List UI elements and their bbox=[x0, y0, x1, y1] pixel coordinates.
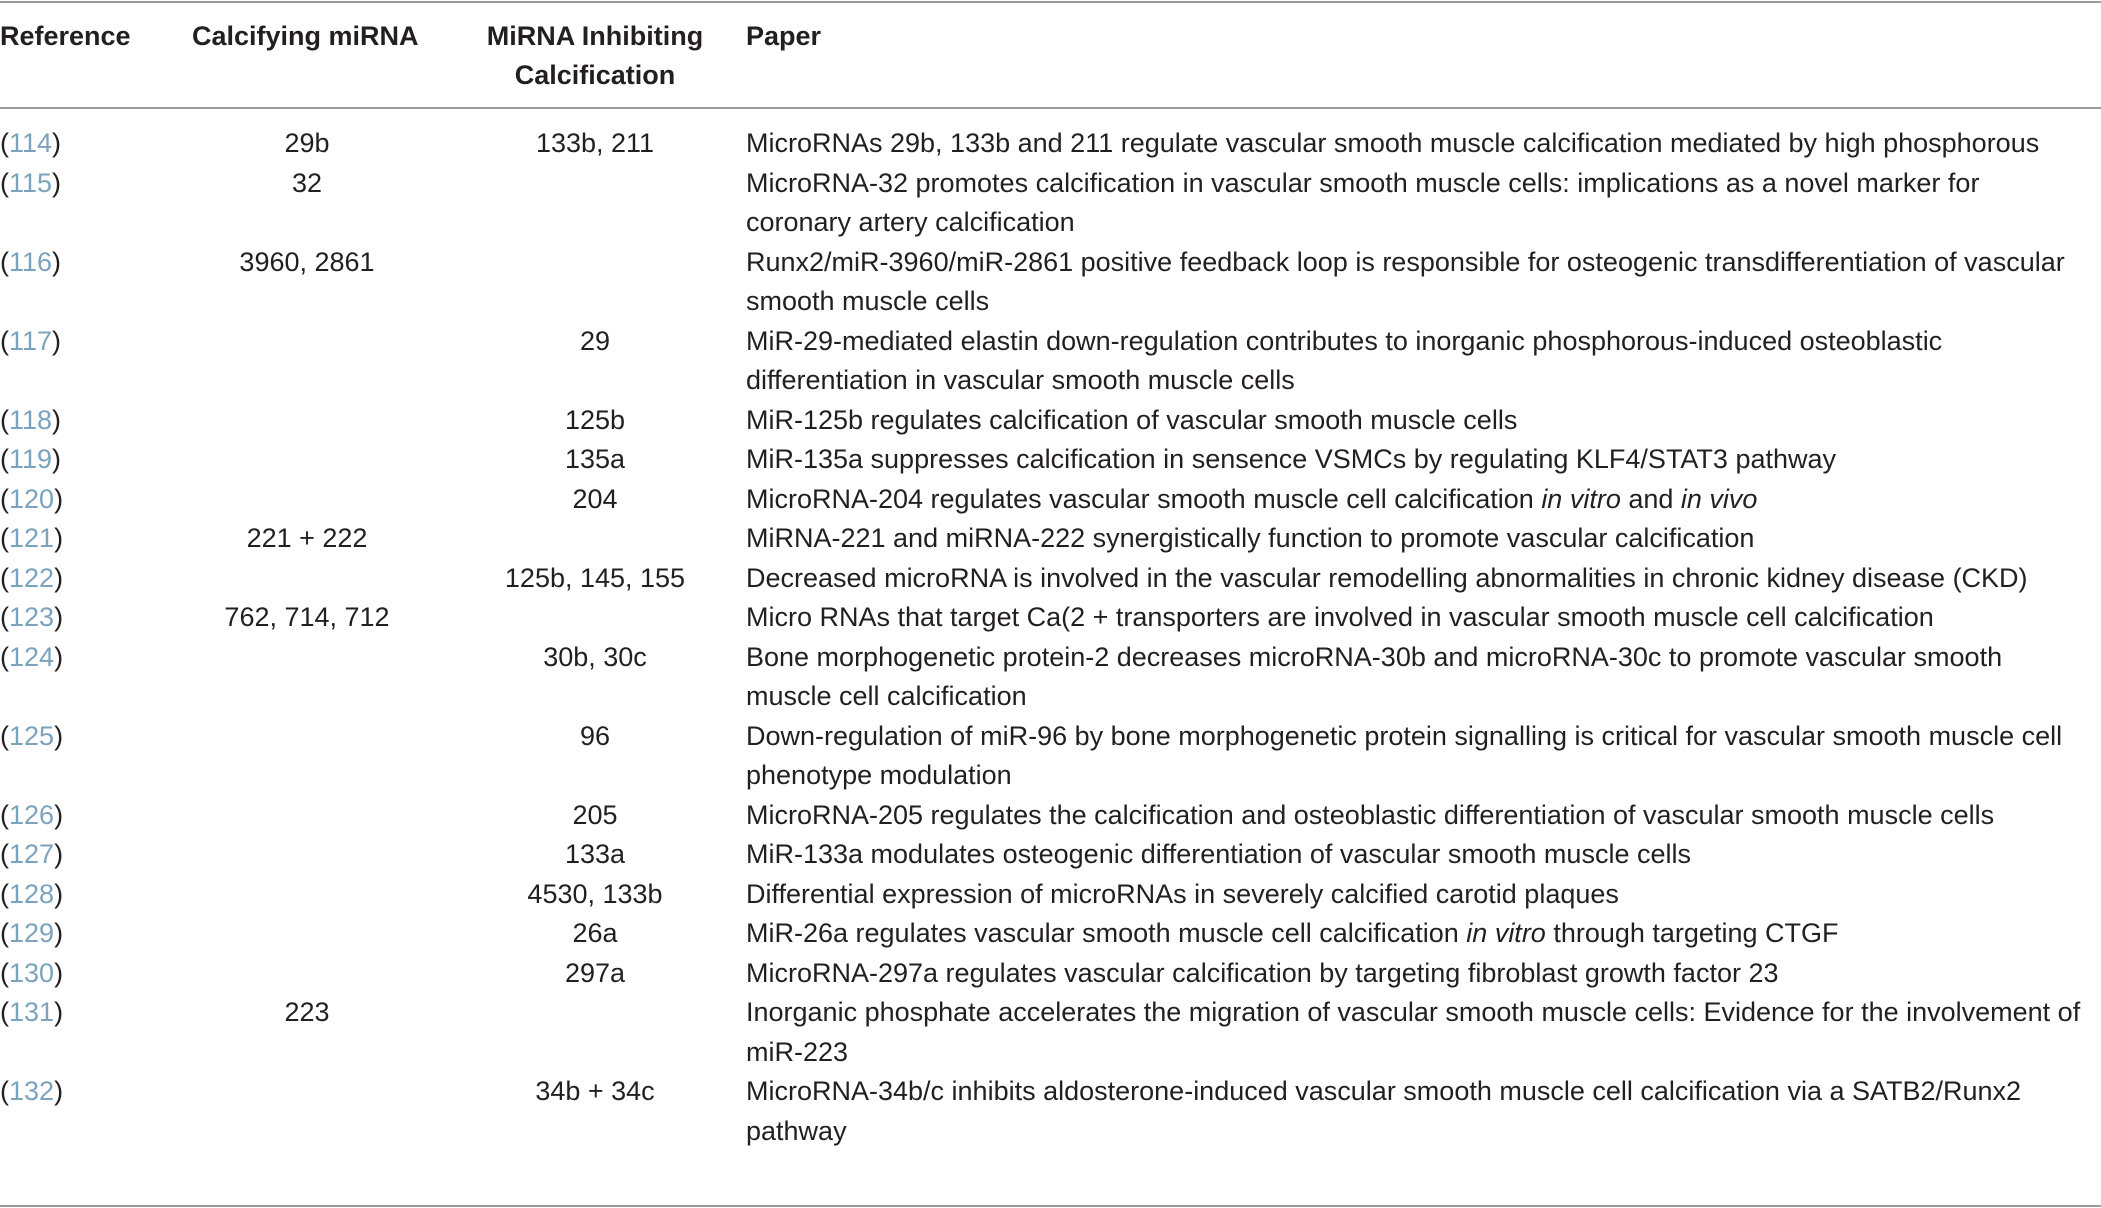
reference-cell: (125) bbox=[0, 720, 64, 751]
reference-cell: (127) bbox=[0, 839, 64, 869]
paper-title-cell: MiR-29-mediated elastin down-regulation contributes to inorganic phosphorous-induced osteoblastic differentiation in vascular smooth muscle cells bbox=[746, 325, 1943, 395]
paper-title-cell: Decreased microRNA is involved in the vascular remodelling abnormalities in chronic kidney disease (CKD) bbox=[746, 562, 2028, 593]
reference-cell: (126) bbox=[0, 799, 64, 830]
reference-link[interactable]: 116 bbox=[9, 246, 53, 277]
table-row bbox=[0, 480, 2101, 520]
reference-link[interactable]: 127 bbox=[9, 839, 55, 869]
inhibiting-mirna-cell: 135a bbox=[564, 444, 626, 474]
table-row bbox=[0, 717, 2101, 796]
header-calcifying-mirna: Calcifying miRNA bbox=[192, 21, 419, 51]
reference-cell: (130) bbox=[0, 957, 64, 988]
table-row bbox=[0, 598, 2101, 638]
paper-title-text: MiR-26a regulates vascular smooth muscle cell calcification bbox=[746, 918, 1467, 948]
table-body bbox=[0, 124, 2101, 1151]
reference-link[interactable]: 115 bbox=[9, 167, 53, 198]
inhibiting-mirna-cell: 204 bbox=[572, 483, 618, 514]
reference-cell: (132) bbox=[0, 1076, 64, 1106]
reference-link[interactable]: 129 bbox=[9, 918, 55, 948]
reference-cell: (124) bbox=[0, 641, 64, 672]
calcifying-mirna-cell: 32 bbox=[291, 167, 323, 198]
table-row bbox=[0, 835, 2101, 875]
calcifying-mirna-cell: 762, 714, 712 bbox=[224, 602, 390, 632]
reference-cell: (115) bbox=[0, 167, 62, 198]
reference-link[interactable]: 131 bbox=[9, 997, 55, 1027]
reference-cell: (116) bbox=[0, 246, 62, 277]
reference-link[interactable]: 118 bbox=[9, 404, 53, 435]
table-row bbox=[0, 440, 2101, 480]
table-row bbox=[0, 519, 2101, 559]
table-bottom-rule bbox=[0, 1205, 2101, 1207]
inhibiting-mirna-cell: 29 bbox=[579, 325, 611, 356]
reference-link[interactable]: 125 bbox=[9, 720, 55, 751]
reference-link[interactable]: 130 bbox=[9, 957, 55, 988]
reference-link[interactable]: 114 bbox=[9, 128, 53, 158]
italic-term: in vivo bbox=[1680, 483, 1758, 514]
reference-link[interactable]: 119 bbox=[9, 444, 53, 474]
table-row bbox=[0, 914, 2101, 954]
italic-term: in vitro bbox=[1466, 918, 1546, 948]
paper-title-text: and bbox=[1620, 483, 1681, 514]
table-row bbox=[0, 875, 2101, 915]
paper-title-cell: MicroRNAs 29b, 133b and 211 regulate vascular smooth muscle calcification mediated by high phosphorous bbox=[746, 128, 2040, 158]
paper-title-cell: MicroRNA-32 promotes calcification in vascular smooth muscle cells: implications as a novel marker for coronary artery calcification bbox=[746, 167, 1980, 237]
reference-cell: (123) bbox=[0, 602, 64, 632]
table-row bbox=[0, 164, 2101, 243]
paper-title-cell: Down-regulation of miR-96 by bone morphogenetic protein signalling is critical for vascular smooth muscle cell phenotype modulation bbox=[746, 720, 2063, 790]
italic-term: in vitro bbox=[1541, 483, 1621, 514]
reference-cell: (118) bbox=[0, 404, 62, 435]
table-header bbox=[0, 0, 2101, 107]
paper-title-cell: MicroRNA-205 regulates the calcification and osteoblastic differentiation of vascular smooth muscle cells bbox=[746, 799, 1995, 830]
paper-title-cell: MiR-135a suppresses calcification in sensence VSMCs by regulating KLF4/STAT3 pathway bbox=[746, 444, 1837, 474]
header-paper: Paper bbox=[746, 21, 822, 51]
inhibiting-mirna-cell: 26a bbox=[572, 918, 618, 948]
reference-link[interactable]: 124 bbox=[9, 641, 55, 672]
reference-link[interactable]: 128 bbox=[9, 878, 55, 909]
paper-title-cell: MiR-133a modulates osteogenic differentiation of vascular smooth muscle cells bbox=[746, 839, 1691, 869]
paper-title-cell: MicroRNA-34b/c inhibits aldosterone-induced vascular smooth muscle cell calcification via a SATB2/Runx2 pathway bbox=[746, 1076, 2022, 1146]
paper-title-text: MicroRNA-204 regulates vascular smooth muscle cell calcification bbox=[746, 483, 1542, 514]
table-row bbox=[0, 1072, 2101, 1151]
table-row bbox=[0, 322, 2101, 401]
reference-link[interactable]: 120 bbox=[9, 483, 55, 514]
header-reference: Reference bbox=[0, 21, 131, 51]
reference-link[interactable]: 122 bbox=[9, 562, 55, 593]
reference-cell: (114) bbox=[0, 128, 62, 158]
reference-cell: (119) bbox=[0, 444, 62, 474]
calcifying-mirna-cell: 3960, 2861 bbox=[239, 246, 375, 277]
reference-link[interactable]: 123 bbox=[9, 602, 55, 632]
paper-title-cell bbox=[746, 914, 2086, 954]
paper-title-cell: Runx2/miR-3960/miR-2861 positive feedback loop is responsible for osteogenic transdifferentiation of vascular smooth muscle cells bbox=[746, 246, 2065, 316]
inhibiting-mirna-cell: 205 bbox=[572, 799, 618, 830]
table-row bbox=[0, 993, 2101, 1072]
reference-link[interactable]: 121 bbox=[9, 523, 55, 553]
reference-link[interactable]: 117 bbox=[9, 325, 53, 356]
reference-cell: (121) bbox=[0, 523, 64, 553]
reference-link[interactable]: 132 bbox=[9, 1076, 55, 1106]
paper-title-cell: Inorganic phosphate accelerates the migration of vascular smooth muscle cells: Evidence for the involvement of miR-223 bbox=[746, 997, 2081, 1067]
calcifying-mirna-cell: 223 bbox=[284, 997, 330, 1027]
table-header-rule bbox=[0, 107, 2101, 109]
inhibiting-mirna-cell: 4530, 133b bbox=[527, 878, 663, 909]
reference-cell: (120) bbox=[0, 483, 64, 514]
table-row bbox=[0, 243, 2101, 322]
paper-title-cell bbox=[746, 480, 2086, 520]
table-row bbox=[0, 559, 2101, 599]
reference-cell: (128) bbox=[0, 878, 64, 909]
reference-cell: (122) bbox=[0, 562, 64, 593]
table-row bbox=[0, 796, 2101, 836]
inhibiting-mirna-cell: 125b, 145, 155 bbox=[504, 562, 686, 593]
paper-title-cell: Differential expression of microRNAs in severely calcified carotid plaques bbox=[746, 878, 1619, 909]
paper-title-cell: MiRNA-221 and miRNA-222 synergistically function to promote vascular calcification bbox=[746, 523, 1755, 553]
paper-title-cell: Bone morphogenetic protein-2 decreases microRNA-30b and microRNA-30c to promote vascular smooth muscle cell calcification bbox=[746, 641, 2003, 711]
table-row bbox=[0, 954, 2101, 994]
table-row bbox=[0, 124, 2101, 164]
reference-link[interactable]: 126 bbox=[9, 799, 55, 830]
inhibiting-mirna-cell: 34b + 34c bbox=[535, 1076, 655, 1106]
paper-title-cell: Micro RNAs that target Ca(2 + transporters are involved in vascular smooth muscle cell calcification bbox=[746, 602, 1934, 632]
table-row bbox=[0, 638, 2101, 717]
table-row bbox=[0, 401, 2101, 441]
header-mirna-inhibiting-calcification: MiRNA Inhibiting Calcification bbox=[486, 21, 704, 90]
inhibiting-mirna-cell: 297a bbox=[564, 957, 626, 988]
inhibiting-mirna-cell: 30b, 30c bbox=[543, 641, 647, 672]
calcifying-mirna-cell: 29b bbox=[284, 128, 330, 158]
paper-title-cell: MicroRNA-297a regulates vascular calcification by targeting fibroblast growth factor 23 bbox=[746, 957, 1779, 988]
reference-cell: (129) bbox=[0, 918, 64, 948]
reference-cell: (117) bbox=[0, 325, 62, 356]
reference-cell: (131) bbox=[0, 997, 64, 1027]
inhibiting-mirna-cell: 133b, 211 bbox=[535, 128, 655, 158]
calcifying-mirna-cell: 221 + 222 bbox=[246, 523, 368, 553]
paper-title-text: through targeting CTGF bbox=[1545, 918, 1839, 948]
inhibiting-mirna-cell: 96 bbox=[579, 720, 611, 751]
inhibiting-mirna-cell: 133a bbox=[564, 839, 626, 869]
inhibiting-mirna-cell: 125b bbox=[564, 404, 626, 435]
paper-title-cell: MiR-125b regulates calcification of vascular smooth muscle cells bbox=[746, 404, 1518, 435]
